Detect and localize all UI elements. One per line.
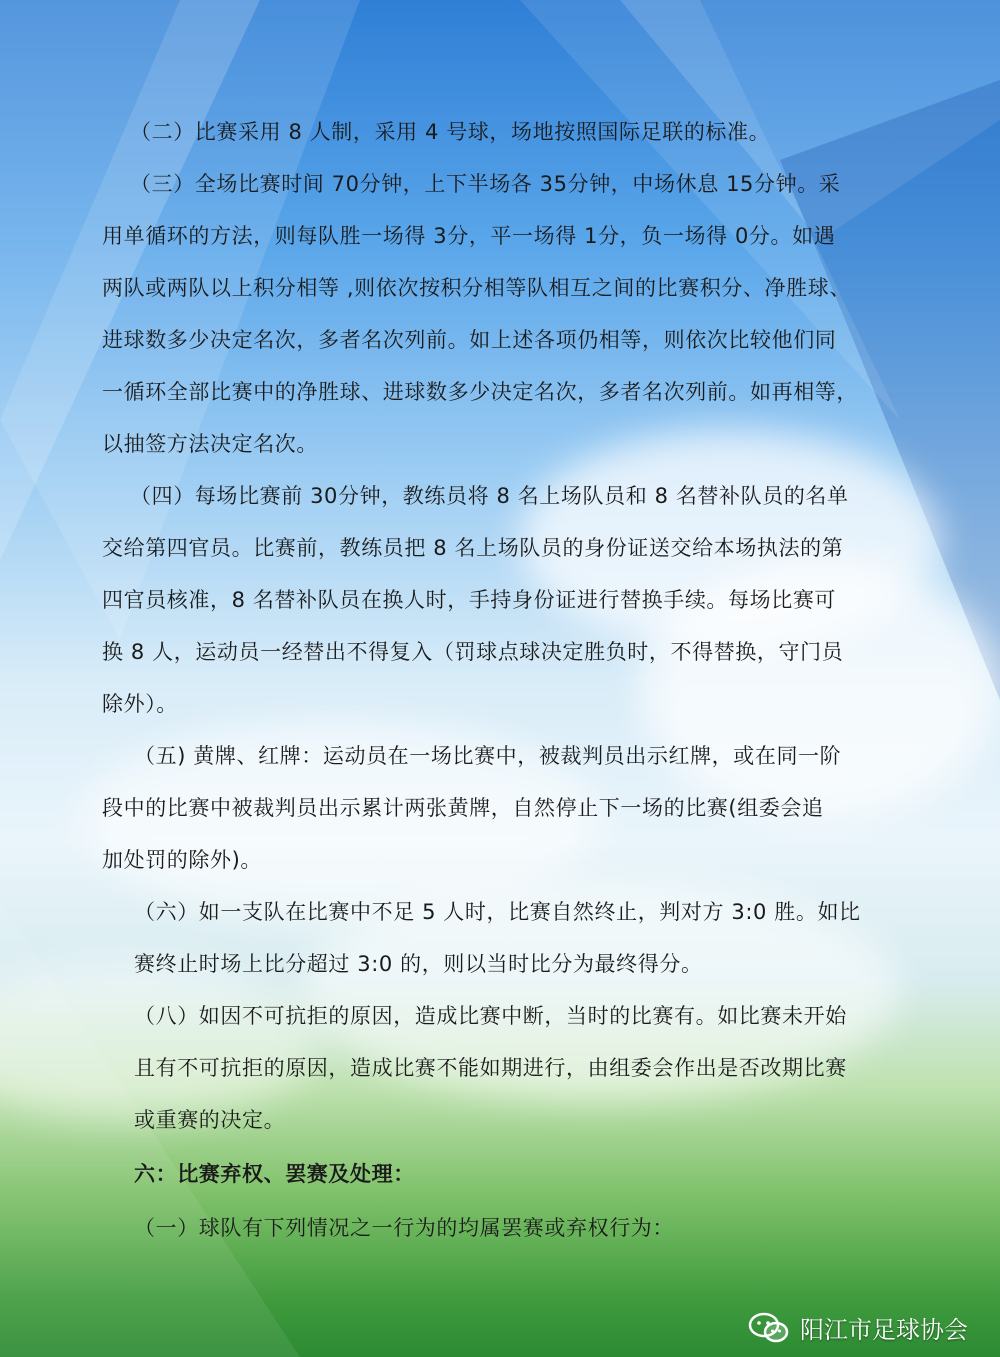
text-line: （三）全场比赛时间 70分钟，上下半场各 35分钟，中场休息 15分钟。采 bbox=[130, 172, 841, 196]
text-line: 且有不可抗拒的原因，造成比赛不能如期进行，由组委会作出是否改期比赛 bbox=[134, 1056, 847, 1080]
account-name: 阳江市足球协会 bbox=[800, 1316, 968, 1344]
text-line: 或重赛的决定。 bbox=[134, 1108, 286, 1132]
text-line: 以抽签方法决定名次。 bbox=[102, 432, 318, 456]
text-line: 交给第四官员。比赛前，教练员把 8 名上场队员的身份证送交给本场执法的第 bbox=[102, 536, 844, 560]
text-line: （八）如因不可抗拒的原因，造成比赛中断，当时的比赛有。如比赛未开始 bbox=[134, 1004, 847, 1028]
wechat-icon bbox=[748, 1311, 790, 1345]
text-line: 段中的比赛中被裁判员出示累计两张黄牌，自然停止下一场的比赛(组委会追 bbox=[102, 796, 824, 820]
text-line: 进球数多少决定名次，多者名次列前。如上述各项仍相等，则依次比较他们同 bbox=[102, 328, 837, 352]
text-line: 用单循环的方法，则每队胜一场得 3分，平一场得 1分，负一场得 0分。如遇 bbox=[102, 224, 836, 248]
text-line: 赛终止时场上比分超过 3:0 的，则以当时比分为最终得分。 bbox=[134, 952, 703, 976]
footer-account bbox=[748, 1310, 968, 1345]
text-line: （五) 黄牌、红牌：运动员在一场比赛中，被裁判员出示红牌，或在同一阶 bbox=[134, 744, 842, 768]
text-line: 加处罚的除外)。 bbox=[102, 848, 262, 872]
text-line: 除外）。 bbox=[102, 692, 178, 716]
text-line: 四官员核准，8 名替补队员在换人时，手持身份证进行替换手续。每场比赛可 bbox=[102, 588, 837, 612]
text-line: 两队或两队以上积分相等 ,则依次按积分相等队相互之间的比赛积分、净胜球、 bbox=[102, 276, 851, 300]
text-line: （一）球队有下列情况之一行为的均属罢赛或弃权行为： bbox=[134, 1216, 674, 1240]
text-line: 换 8 人，运动员一经替出不得复入（罚球点球决定胜负时，不得替换，守门员 bbox=[102, 640, 844, 664]
text-line: 一循环全部比赛中的净胜球、进球数多少决定名次，多者名次列前。如再相等， bbox=[102, 380, 858, 404]
text-line: （四）每场比赛前 30分钟，教练员将 8 名上场队员和 8 名替补队员的名单 bbox=[130, 484, 849, 508]
text-line: （六）如一支队在比赛中不足 5 人时，比赛自然终止，判对方 3:0 胜。如比 bbox=[134, 900, 861, 924]
text-line: （二）比赛采用 8 人制，采用 4 号球，场地按照国际足联的标准。 bbox=[130, 120, 771, 144]
section-heading: 六：比赛弃权、罢赛及处理： bbox=[134, 1162, 415, 1186]
